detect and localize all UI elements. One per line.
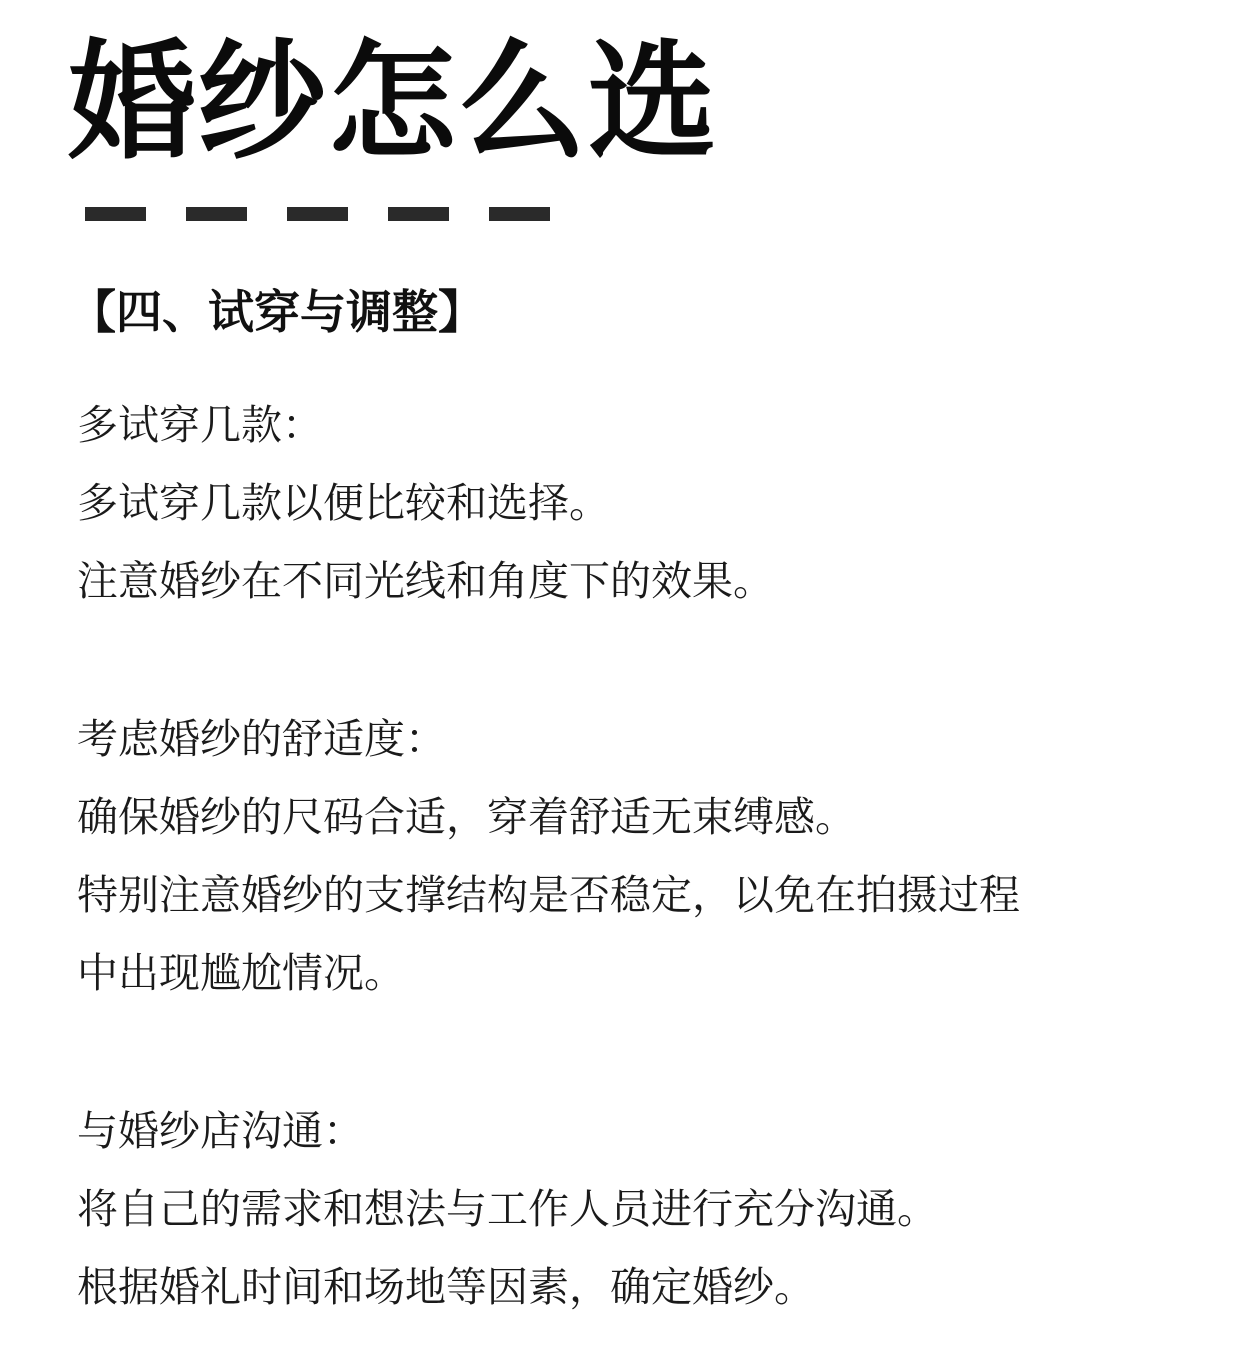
divider-dash	[489, 207, 550, 221]
tip-text: 确保婚纱的尺码合适，穿着舒适无束缚感。	[77, 793, 856, 841]
divider-dash	[85, 207, 146, 221]
tip-text: 中出现尴尬情况。	[77, 949, 405, 997]
tip-title: 考虑婚纱的舒适度：	[77, 715, 446, 763]
tip-text: 注意婚纱在不同光线和角度下的效果。	[77, 557, 774, 605]
tip-text: 特别注意婚纱的支撑结构是否稳定，以免在拍摄过程	[77, 871, 1020, 919]
block-spacer	[77, 1012, 1197, 1092]
block-spacer	[77, 620, 1197, 700]
tip-text: 根据婚礼时间和场地等因素，确定婚纱。	[77, 1263, 815, 1311]
divider-dash	[186, 207, 247, 221]
dash-divider	[85, 207, 550, 221]
divider-dash	[388, 207, 449, 221]
tip-block	[77, 700, 1197, 1012]
divider-dash	[287, 207, 348, 221]
tip-text: 将自己的需求和想法与工作人员进行充分沟通。	[77, 1185, 938, 1233]
page-title: 婚纱怎么选	[68, 28, 719, 177]
tip-block	[77, 1092, 1197, 1326]
tip-title: 与婚纱店沟通：	[77, 1107, 364, 1155]
tip-block	[77, 386, 1197, 620]
tip-text: 多试穿几款以便比较和选择。	[77, 479, 610, 527]
tip-title: 多试穿几款：	[77, 401, 323, 449]
section-content	[77, 386, 1197, 1326]
section-heading: 【四、试穿与调整】	[70, 285, 484, 339]
